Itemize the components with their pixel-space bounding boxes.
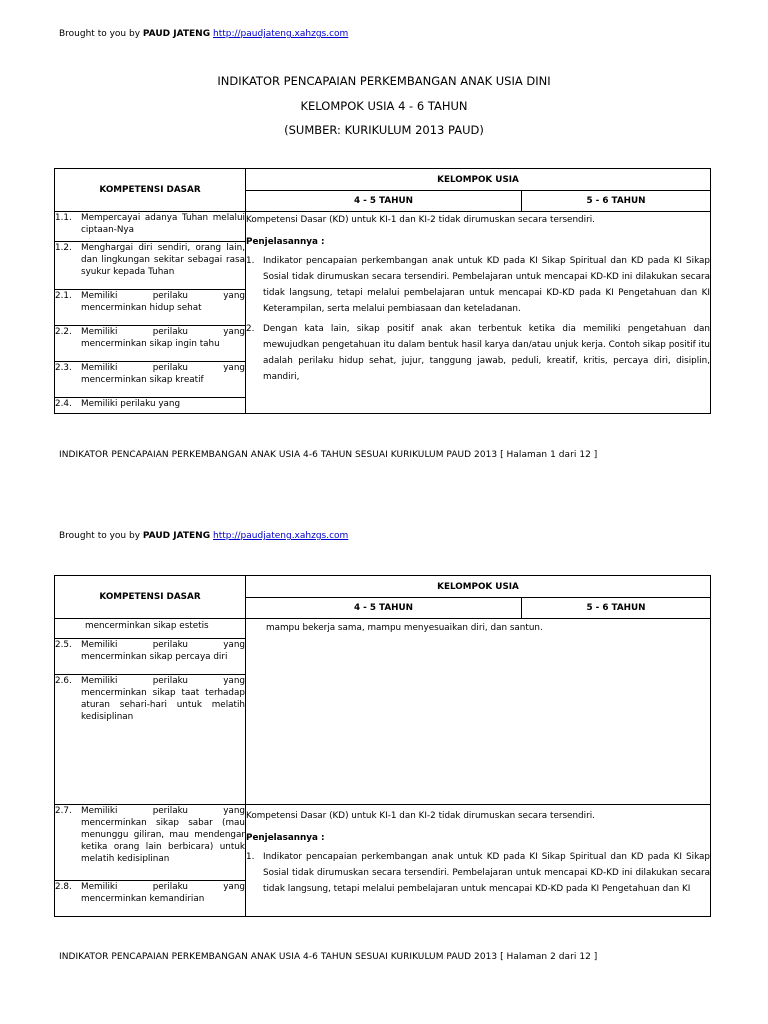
kd-text: Memiliki perilaku yang mencerminkan sikap kreatif — [81, 363, 245, 385]
kd-row — [55, 881, 246, 917]
credit-prefix: Brought to you by — [59, 531, 141, 541]
kd-number: 2.8. — [55, 882, 72, 892]
kd-number: 2.2. — [55, 327, 72, 337]
continuation-cell — [246, 619, 711, 805]
kd-table-page-1 — [54, 168, 711, 414]
list-item: 1. Indikator pencapaian perkembangan anak untuk KD pada KI Sikap Spiritual dan KD pada KI Sikap Sosial tidak dirumuskan secara tersendiri. Pembelajaran untuk mencapai KD-KD ini dilakukan secara tidak langsung, tetapi melalui pembelajaran untuk mencapai KD-KD pada KI Pengetahuan dan KI — [246, 852, 710, 894]
credit-line — [59, 29, 348, 39]
continuation-text: mampu bekerja sama, mampu menyesuaikan diri, dan santun. — [266, 623, 543, 633]
kd-row — [55, 242, 246, 290]
kd-number: 2.1. — [55, 291, 72, 301]
kelompok-usia-header: KELOMPOK USIA — [246, 169, 711, 191]
kelompok-usia-header: KELOMPOK USIA — [246, 576, 711, 598]
kd-number: 1.2. — [55, 243, 72, 253]
kd-text: Memiliki perilaku yang mencerminkan sikap sabar (mau menunggu giliran, mau mendengar ketika orang lain berbicara) untuk melatih kedisiplinan — [81, 806, 245, 864]
age-4-5-header: 4 - 5 TAHUN — [246, 598, 522, 619]
kd-number: 2.5. — [55, 640, 72, 650]
kd-text: Memiliki perilaku yang mencerminkan sikap percaya diri — [81, 640, 245, 662]
penjelasan-cell — [246, 805, 711, 917]
credit-brand: PAUD JATENG — [142, 29, 211, 39]
kd-text: Memiliki perilaku yang mencerminkan sikap taat terhadap aturan sehari-hari untuk melatih kedisiplinan — [81, 676, 245, 722]
age-4-5-header: 4 - 5 TAHUN — [246, 191, 522, 212]
kd-number: 2.6. — [55, 676, 72, 686]
kd-row — [55, 212, 246, 242]
doc-source: (SUMBER: KURIKULUM 2013 PAUD) — [284, 123, 484, 137]
age-5-6-header: 5 - 6 TAHUN — [522, 191, 711, 212]
credit-prefix: Brought to you by — [59, 29, 141, 39]
kd-continuation: mencerminkan sikap estetis — [55, 619, 246, 639]
kd-number: 2.3. — [55, 363, 72, 373]
kd-row — [55, 675, 246, 805]
kd-row — [55, 639, 246, 675]
kd-row — [55, 398, 246, 414]
kd-text: Memiliki perilaku yang mencerminkan hidup sehat — [81, 291, 245, 313]
kd-row — [55, 362, 246, 398]
kd-number: 1.1. — [55, 213, 72, 223]
kd-number: 2.7. — [55, 806, 72, 816]
page-footer-2: INDIKATOR PENCAPAIAN PERKEMBANGAN ANAK USIA 4-6 TAHUN SESUAI KURIKULUM PAUD 2013 [ Halaman 2 dari 12 ] — [59, 952, 598, 962]
doc-title: INDIKATOR PENCAPAIAN PERKEMBANGAN ANAK USIA DINI — [217, 74, 551, 88]
kd-intro-text: Kompetensi Dasar (KD) untuk KI-1 dan KI-2 tidak dirumuskan secara tersendiri. — [246, 811, 595, 821]
age-5-6-header: 5 - 6 TAHUN — [522, 598, 711, 619]
penjelasan-cell — [246, 212, 711, 414]
kd-row — [55, 326, 246, 362]
penjelasan-heading: Penjelasannya : — [246, 237, 325, 247]
credit-line — [59, 531, 348, 541]
kd-text: Memiliki perilaku yang mencerminkan sikap ingin tahu — [81, 327, 245, 349]
page-footer-1: INDIKATOR PENCAPAIAN PERKEMBANGAN ANAK USIA 4-6 TAHUN SESUAI KURIKULUM PAUD 2013 [ Halaman 1 dari 12 ] — [59, 450, 598, 460]
list-item: 1. Indikator pencapaian perkembangan anak untuk KD pada KI Sikap Spiritual dan KD pada KI Sikap Sosial tidak dirumuskan secara tersendiri. Pembelajaran untuk mencapai KD-KD ini dilakukan secara tidak langsung, tetapi melalui pembelajaran untuk mencapai KD-KD pada KI Pengetahuan dan KI Keterampilan, serta melalui pembiasaan dan keteladanan. — [246, 256, 710, 314]
penjelasan-heading: Penjelasannya : — [246, 833, 325, 843]
kd-number: 2.4. — [55, 399, 72, 409]
kd-header: KOMPETENSI DASAR — [55, 169, 246, 212]
list-item: 2. Dengan kata lain, sikap positif anak akan terbentuk ketika dia memiliki pengetahuan dan mewujudkan pengetahuan itu dalam bentuk hasil karya dan/atau unjuk kerja. Contoh sikap positif itu adalah perilaku hidup sehat, jujur, tanggung jawab, peduli, kreatif, kritis, percaya diri, disiplin, mandiri, — [246, 324, 710, 382]
kd-row — [55, 805, 246, 881]
kd-table-page-2 — [54, 575, 711, 917]
credit-link[interactable]: http://paudjateng.xahzgs.com — [212, 531, 349, 541]
kd-header: KOMPETENSI DASAR — [55, 576, 246, 619]
kd-intro-text: Kompetensi Dasar (KD) untuk KI-1 dan KI-2 tidak dirumuskan secara tersendiri. — [246, 215, 595, 225]
kd-text: Mempercayai adanya Tuhan melalui ciptaan-Nya — [81, 213, 245, 235]
credit-link[interactable]: http://paudjateng.xahzgs.com — [212, 29, 349, 39]
kd-text: Memiliki perilaku yang — [81, 399, 181, 409]
kd-text: Memiliki perilaku yang mencerminkan kemandirian — [81, 882, 245, 904]
kd-row — [55, 290, 246, 326]
kd-text: Menghargai diri sendiri, orang lain, dan lingkungan sekitar sebagai rasa syukur kepada Tuhan — [81, 243, 245, 277]
doc-subtitle: KELOMPOK USIA 4 - 6 TAHUN — [300, 99, 468, 113]
credit-brand: PAUD JATENG — [142, 531, 211, 541]
